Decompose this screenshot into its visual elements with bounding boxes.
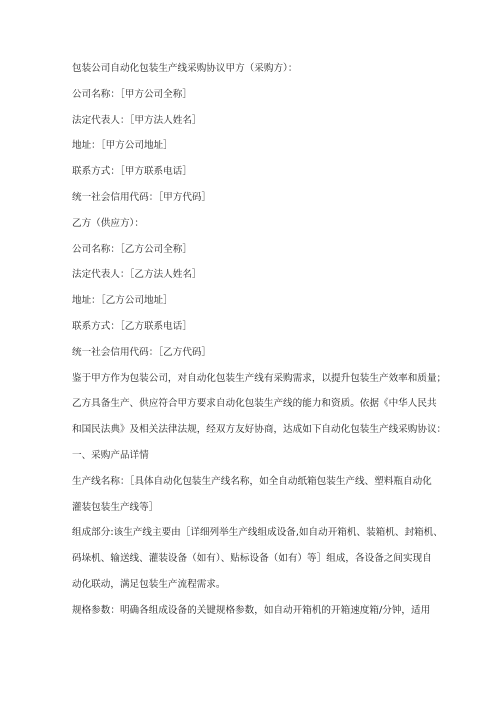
specs-line-1: 规格参数：明确各组成设备的关键规格参数，如自动开箱机的开箱速度箱/分钟，适用 (72, 604, 431, 616)
party-b-company-name: 公司名称：［乙方公司全称］ (72, 243, 192, 255)
party-a-address: 地址：［甲方公司地址］ (72, 140, 173, 152)
recital-line-2: 乙方具备生产、供应符合甲方要求自动化包装生产线的能力和资质。依据《中华人民共 (72, 398, 437, 410)
party-a-legal-rep: 法定代表人：［甲方法人姓名］ (72, 114, 202, 126)
recital-line-3: 和国民法典》及相关法律法规，经双方友好协商，达成如下自动化包装生产线采购协议： (72, 424, 447, 436)
party-a-contact: 联系方式：［甲方联系电话］ (72, 166, 192, 178)
party-a-credit-code: 统一社会信用代码：［甲方代码］ (72, 191, 212, 203)
party-b-address: 地址：［乙方公司地址］ (72, 295, 173, 307)
party-b-credit-code: 统一社会信用代码：［乙方代码］ (72, 346, 212, 358)
components-line-2: 码垛机、输送线、灌装设备（如有）、贴标设备（如有）等］组成，各设备之间实现自 (72, 553, 432, 565)
party-b-heading: 乙方（供应方）： (72, 217, 144, 229)
product-name-line-1: 生产线名称：［具体自动化包装生产线名称，如全自动纸箱包装生产线、塑料瓶自动化 (72, 475, 432, 487)
party-a-company-name: 公司名称：［甲方公司全称］ (72, 88, 192, 100)
document-body (72, 62, 447, 630)
components-line-1: 组成部分:该生产线主要由［详细列举生产线组成设备,如自动开箱机、装箱机、封箱机、 (72, 527, 443, 539)
party-b-legal-rep: 法定代表人：［乙方法人姓名］ (72, 269, 202, 281)
recital-line-1: 鉴于甲方作为包装公司，对自动化包装生产线有采购需求，以提升包装生产效率和质量； (72, 372, 447, 384)
components-line-3: 动化联动，满足包装生产流程需求。 (72, 578, 226, 590)
product-name-line-2: 灌装包装生产线等］ (72, 501, 159, 513)
document-title-line: 包装公司自动化包装生产线采购协议甲方（采购方）： (72, 63, 298, 74)
section-heading-products: 一、采购产品详情 (72, 449, 149, 461)
party-b-contact: 联系方式：［乙方联系电话］ (72, 320, 192, 332)
